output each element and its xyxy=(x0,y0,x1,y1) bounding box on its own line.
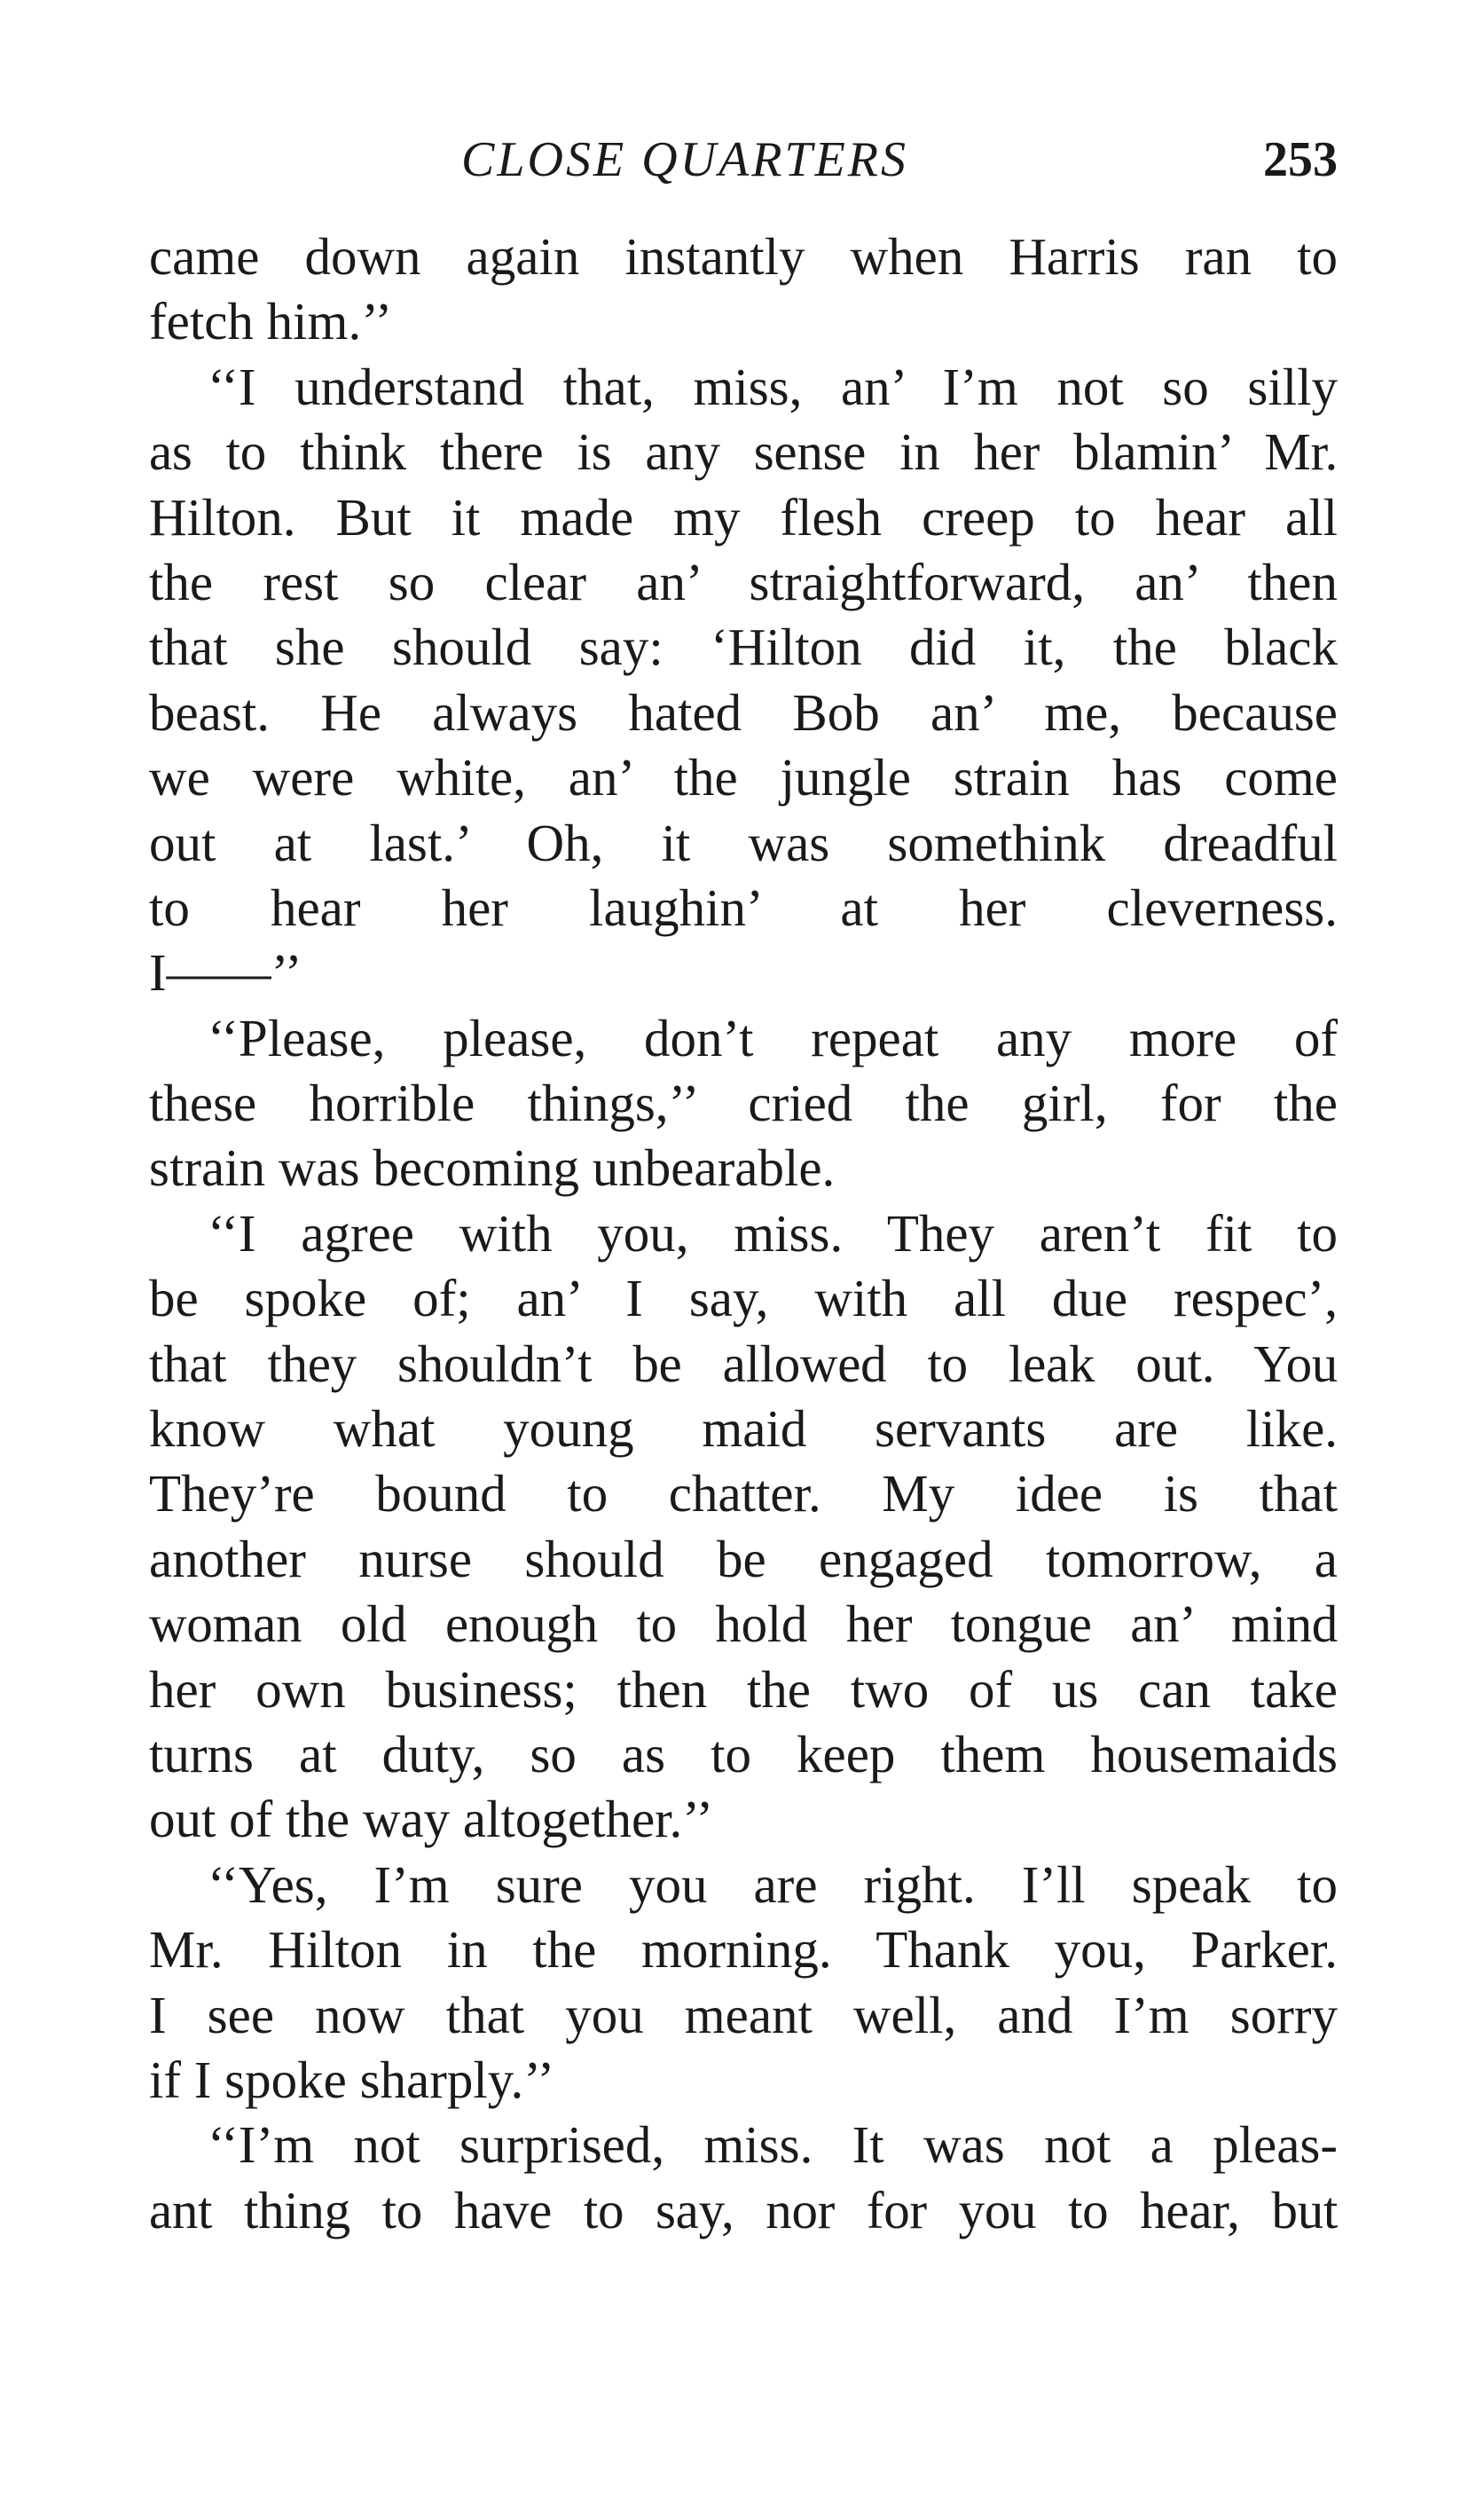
text-line: fetch him.’’ xyxy=(149,292,393,351)
text-line: her own business; then the two of us can take xyxy=(149,1659,1338,1719)
text-line: out of the way altogether.’’ xyxy=(149,1790,714,1849)
page-number: 253 xyxy=(1263,132,1338,187)
text-line: ‘‘I’m not surprised, miss. It was not a pleas- xyxy=(208,2115,1338,2175)
text-line: ‘‘Please, please, don’t repeat any more of xyxy=(208,1008,1338,1067)
text-line: turns at duty, so as to keep them housemaids xyxy=(149,1724,1338,1783)
text-line: be spoke of; an’ I say, with all due respec’, xyxy=(149,1269,1338,1328)
text-line: another nurse should be engaged tomorrow, a xyxy=(149,1529,1338,1588)
text-line: know what young maid servants are like. xyxy=(149,1399,1338,1459)
running-title: CLOSE QUARTERS xyxy=(461,132,908,187)
text-line: that she should say: ‘Hilton did it, the black xyxy=(149,618,1338,677)
text-line: woman old enough to hold her tongue an’ mind xyxy=(149,1594,1338,1654)
text-line: to hear her laughin’ at her cleverness. xyxy=(149,878,1338,937)
text-line: Hilton. But it made my flesh creep to hear all xyxy=(149,487,1338,547)
page-header xyxy=(149,124,1338,195)
text-line: strain was becoming unbearable. xyxy=(149,1138,836,1198)
text-line: came down again instantly when Harris ran to xyxy=(149,227,1338,286)
text-line: They’re bound to chatter. My idee is that xyxy=(149,1464,1338,1523)
text-line: if I spoke sharply.’’ xyxy=(149,2050,555,2109)
text-line: the rest so clear an’ straightforward, an’ then xyxy=(149,552,1338,611)
body-text xyxy=(149,224,1338,2243)
text-line: that they shouldn’t be allowed to leak out. You xyxy=(149,1334,1338,1393)
text-line: ‘‘Yes, I’m sure you are right. I’ll speak to xyxy=(208,1854,1338,1914)
text-line: these horrible things,’’ cried the girl, for the xyxy=(149,1074,1338,1133)
text-line: we were white, an’ the jungle strain has come xyxy=(149,748,1338,807)
text-line: beast. He always hated Bob an’ me, because xyxy=(149,682,1338,742)
text-line: I see now that you meant well, and I’m sorry xyxy=(149,1985,1338,2044)
text-line: ‘‘I understand that, miss, an’ I’m not so silly xyxy=(208,357,1338,416)
text-line: as to think there is any sense in her blamin’ Mr. xyxy=(149,422,1338,482)
text-line: I——’’ xyxy=(149,943,302,1003)
text-line: Mr. Hilton in the morning. Thank you, Parker. xyxy=(149,1920,1338,1980)
text-line: ‘‘I agree with you, miss. They aren’t fit to xyxy=(208,1203,1338,1263)
text-line: ant thing to have to say, nor for you to hear, but xyxy=(149,2180,1338,2240)
text-line: out at last.’ Oh, it was somethink dreadful xyxy=(149,813,1338,872)
